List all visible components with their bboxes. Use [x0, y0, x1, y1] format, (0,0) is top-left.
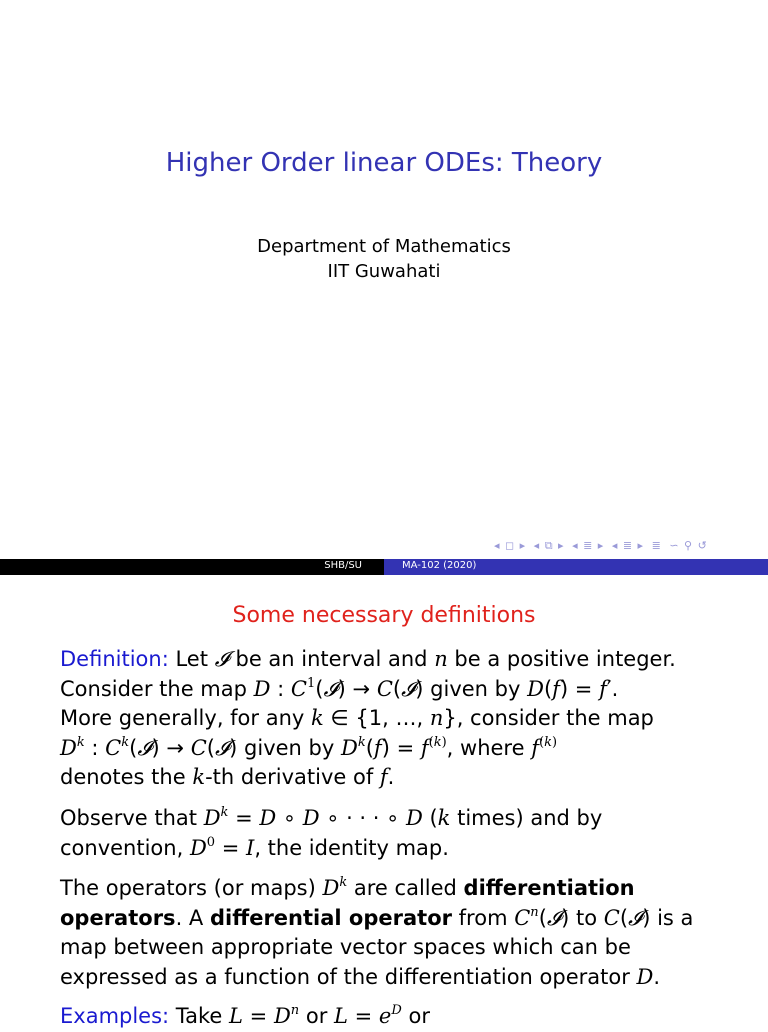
definition-paragraph: Definition: Let 𝓘 be an interval and n be a positive integer. Consider the map D : $C^1(𝓘)$ → C(𝓘) given by D(f) = f′. More generally, for any k ∈ {1, …, n}, consider the map $D^k$ : $C^k(𝓘)$ → C(𝓘) given by $D^k(f) = f^{(k)}$, where $f^{(k)}$ denotes the k-th derivative of f. [60, 647, 676, 789]
footer-course: MA-102 (2020) [402, 560, 477, 571]
footer-bar [0, 559, 768, 575]
department-text: Department of Mathematics [257, 236, 511, 257]
nav-slide-icon[interactable]: ◂ ⧉ ▸ [533, 539, 565, 552]
footer-left [0, 559, 384, 575]
nav-section-icon[interactable]: ◂ ≣ ▸ [611, 539, 645, 552]
frame-title: Some necessary definitions [232, 603, 536, 628]
definition-label: Definition: [60, 647, 169, 671]
definitions-slide [0, 575, 768, 1028]
nav-document-icon[interactable]: ≣ [651, 539, 662, 552]
operators-paragraph: The operators (or maps) $D^k$ are called differentiation operators. A differential operator from $C^n(𝓘)$ to C(𝓘) is a map between appropriate vector spaces which can be expressed as a function of the differentiation operator D. [60, 874, 694, 989]
footer-author: SHB/SU [324, 560, 362, 571]
footer-right [384, 559, 768, 575]
nav-frame-icon[interactable]: ◂ ◻ ▸ [494, 539, 527, 552]
institute-text: IIT Guwahati [327, 261, 441, 282]
nav-subsection-icon[interactable]: ◂ ≣ ▸ [572, 539, 605, 552]
examples-label: Examples: [60, 1004, 170, 1028]
observation-paragraph: Observe that $D^k = D$ ∘ D ∘ · · · ∘ D (k times) and by convention, $D^0 = I$, the identity map. [60, 804, 603, 860]
beamer-navigation-bar [494, 539, 711, 553]
nav-search-icon[interactable]: ∽ ⚲ ↺ [669, 539, 708, 552]
examples-paragraph: Examples: Take $L = D^n$ or $L = e^D$ or [60, 1002, 430, 1028]
page-title: Higher Order linear ODEs: Theory [165, 148, 603, 178]
